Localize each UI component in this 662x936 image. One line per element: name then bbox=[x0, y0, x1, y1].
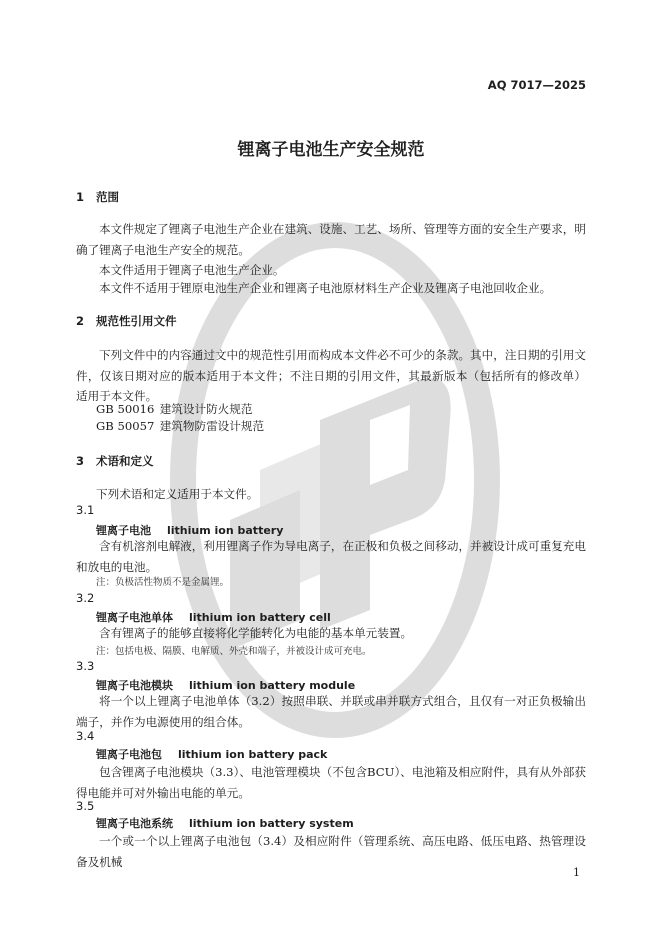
section-heading-scope bbox=[76, 189, 119, 205]
section-heading-normative-references bbox=[76, 313, 177, 329]
term-definition: 包含锂离子电池模块（3.3）、电池管理模块（不包含BCU）、电池箱及相应附件，具有从外部获得电能并可对外输出电能的单元。 bbox=[76, 765, 586, 800]
term-zh: 锂离子电池单体 bbox=[96, 611, 173, 624]
section-number: 2 bbox=[76, 314, 85, 328]
term-zh: 锂离子电池系统 bbox=[96, 817, 173, 830]
term-zh: 锂离子电池 bbox=[96, 524, 151, 537]
section-heading-terms bbox=[76, 453, 154, 469]
section-number: 3 bbox=[76, 454, 85, 468]
term-heading bbox=[96, 815, 354, 831]
reference-code: GB 50016 bbox=[96, 402, 155, 416]
section-title: 术语和定义 bbox=[96, 454, 154, 468]
term-number: 3.2 bbox=[76, 591, 95, 605]
term-en: lithium ion battery cell bbox=[189, 611, 331, 624]
term-definition: 一个或一个以上锂离子电池包（3.4）及相应附件（管理系统、高压电路、低压电路、热管理设备及机械 bbox=[76, 834, 586, 869]
term-heading bbox=[96, 746, 327, 762]
page-number: 1 bbox=[573, 866, 580, 879]
page-title: 锂离子电池生产安全规范 bbox=[237, 140, 425, 160]
term-definition: 含有锂离子的能够直接将化学能转化为电能的基本单元装置。 bbox=[99, 626, 413, 640]
standard-number: AQ 7017—2025 bbox=[487, 78, 586, 92]
term-zh: 锂离子电池模块 bbox=[96, 679, 173, 692]
term-number: 3.5 bbox=[76, 799, 95, 813]
term-en: lithium ion battery bbox=[167, 524, 284, 537]
term-number: 3.1 bbox=[76, 503, 95, 517]
paragraph: 下列文件中的内容通过文中的规范性引用而构成本文件必不可少的条款。其中，注日期的引用文件，仅该日期对应的版本适用于本文件；不注日期的引用文件，其最新版本（包括所有的修改单）适用于本文件。 bbox=[76, 348, 586, 403]
term-en: lithium ion battery system bbox=[189, 817, 354, 830]
reference-item bbox=[96, 401, 252, 417]
reference-item bbox=[96, 418, 264, 434]
reference-title: 建筑物防雷设计规范 bbox=[159, 419, 265, 433]
paragraph: 本文件不适用于锂原电池生产企业和锂离子电池原材料生产企业及锂离子电池回收企业。 bbox=[99, 281, 552, 295]
paragraph: 下列术语和定义适用于本文件。 bbox=[96, 487, 259, 501]
section-title: 范围 bbox=[96, 190, 120, 204]
term-note: 注：负极活性物质不是金属锂。 bbox=[96, 577, 230, 588]
term-definition: 含有机溶剂电解液，利用锂离子作为导电离子，在正极和负极之间移动，并被设计成可重复充电和放电的电池。 bbox=[76, 539, 586, 574]
term-number: 3.4 bbox=[76, 729, 95, 743]
term-zh: 锂离子电池包 bbox=[96, 748, 162, 761]
term-definition: 将一个以上锂离子电池单体（3.2）按照串联、并联或串并联方式组合，且仅有一对正负极输出端子，并作为电源使用的组合体。 bbox=[76, 694, 586, 729]
term-note: 注：包括电极、隔膜、电解质、外壳和端子，并被设计成可充电。 bbox=[96, 646, 372, 657]
reference-title: 建筑设计防火规范 bbox=[159, 402, 253, 416]
paragraph: 本文件适用于锂离子电池生产企业。 bbox=[99, 263, 285, 277]
term-number: 3.3 bbox=[76, 659, 95, 673]
section-title: 规范性引用文件 bbox=[96, 314, 177, 328]
section-number: 1 bbox=[76, 190, 85, 204]
term-en: lithium ion battery pack bbox=[178, 748, 328, 761]
reference-code: GB 50057 bbox=[96, 419, 155, 433]
term-en: lithium ion battery module bbox=[189, 679, 356, 692]
paragraph: 本文件规定了锂离子电池生产企业在建筑、设施、工艺、场所、管理等方面的安全生产要求，明确了锂离子电池生产安全的规范。 bbox=[76, 222, 586, 257]
